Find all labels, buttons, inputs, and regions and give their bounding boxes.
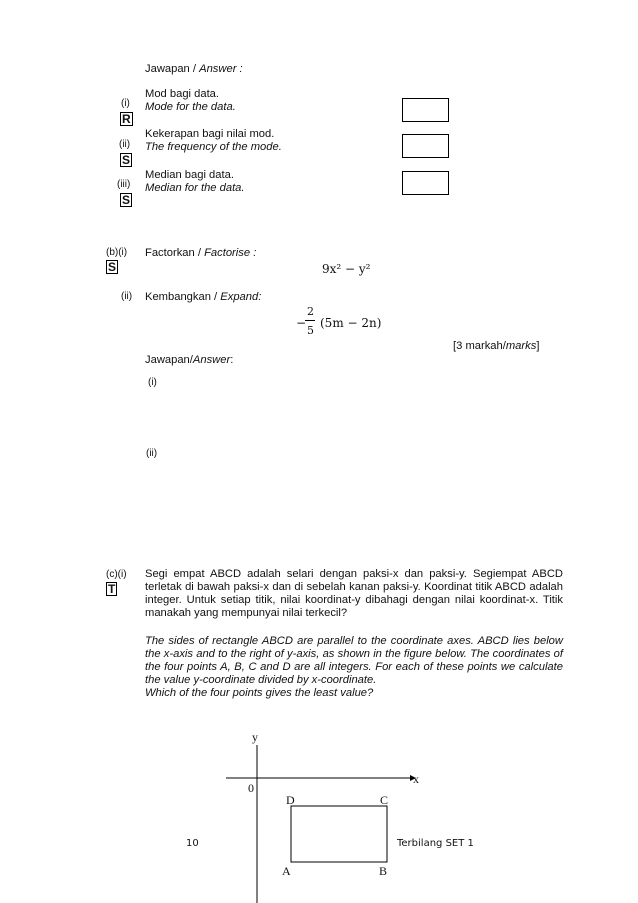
factorise-expression: 9x² − y² bbox=[322, 262, 371, 276]
level-badge: S bbox=[122, 153, 131, 167]
point-b-label: B bbox=[379, 864, 388, 878]
page-number: 10 bbox=[186, 838, 199, 849]
y-axis-label: y bbox=[252, 730, 258, 744]
item-number: (ii) bbox=[119, 139, 131, 150]
answer-heading: Jawapan/Answer: bbox=[145, 354, 234, 366]
question-en: Mode for the data. bbox=[145, 101, 236, 113]
origin-label: 0 bbox=[248, 781, 254, 795]
item-number: (iii) bbox=[117, 179, 131, 190]
x-axis-label: x bbox=[413, 772, 419, 786]
fraction-denominator: 5 bbox=[307, 324, 314, 337]
question-text-ms: Segi empat ABCD adalah selari dengan paksi-x dan paksi-y. Segiempat ABCD terletak di bawah paksi-x dan di sebelah kanan paksi-y. Koordinat titik ABCD adalah integer. Untuk setiap titik, nilai koordinat-y dibahagi dengan nilai koordinat-x. Titik manakah yang mempunyai nilai terkecil? bbox=[145, 568, 563, 619]
question-en: The frequency of the mode. bbox=[145, 141, 282, 153]
answer-sub-ii: (ii) bbox=[146, 448, 158, 459]
answer-heading: Jawapan / Answer : bbox=[145, 63, 243, 75]
level-badge: T bbox=[108, 582, 116, 596]
point-d-label: D bbox=[286, 793, 295, 807]
item-number: (ii) bbox=[121, 291, 133, 302]
answer-sub-i: (i) bbox=[148, 377, 157, 388]
marks-label: [3 markah/marks] bbox=[453, 340, 540, 352]
question-ms: Kekerapan bagi nilai mod. bbox=[145, 128, 275, 140]
level-badge: S bbox=[122, 193, 131, 207]
question-text-en: The sides of rectangle ABCD are parallel to the coordinate axes. ABCD lies below the x-axis and to the right of y-axis, as shown in the figure below. The coordinates of the four points A, B, C and D are all integers. For each of these points we calculate the value y-coordinate divided by x-coordinate. bbox=[145, 635, 563, 686]
item-number: (c)(i) bbox=[106, 569, 127, 580]
fraction-numerator: 2 bbox=[307, 305, 314, 318]
factorise-instruction: Factorkan / Factorise : bbox=[145, 247, 257, 259]
rectangle-abcd bbox=[291, 806, 387, 862]
expand-expression: (5m − 2n) bbox=[320, 316, 382, 330]
expand-instruction: Kembangkan / Expand: bbox=[145, 291, 262, 303]
level-badge: S bbox=[108, 260, 117, 274]
question-ms: Mod bagi data. bbox=[145, 88, 220, 100]
question-en: Median for the data. bbox=[145, 182, 245, 194]
point-c-label: C bbox=[380, 793, 389, 807]
minus-sign: − bbox=[296, 316, 307, 330]
item-number: (b)(i) bbox=[106, 247, 128, 258]
item-number: (i) bbox=[121, 98, 130, 109]
footer-title: Terbilang SET 1 bbox=[397, 838, 474, 849]
point-a-label: A bbox=[282, 864, 291, 878]
question-ms: Median bagi data. bbox=[145, 169, 234, 181]
level-badge: R bbox=[122, 112, 131, 126]
question-prompt-en: Which of the four points gives the least value? bbox=[145, 687, 374, 699]
